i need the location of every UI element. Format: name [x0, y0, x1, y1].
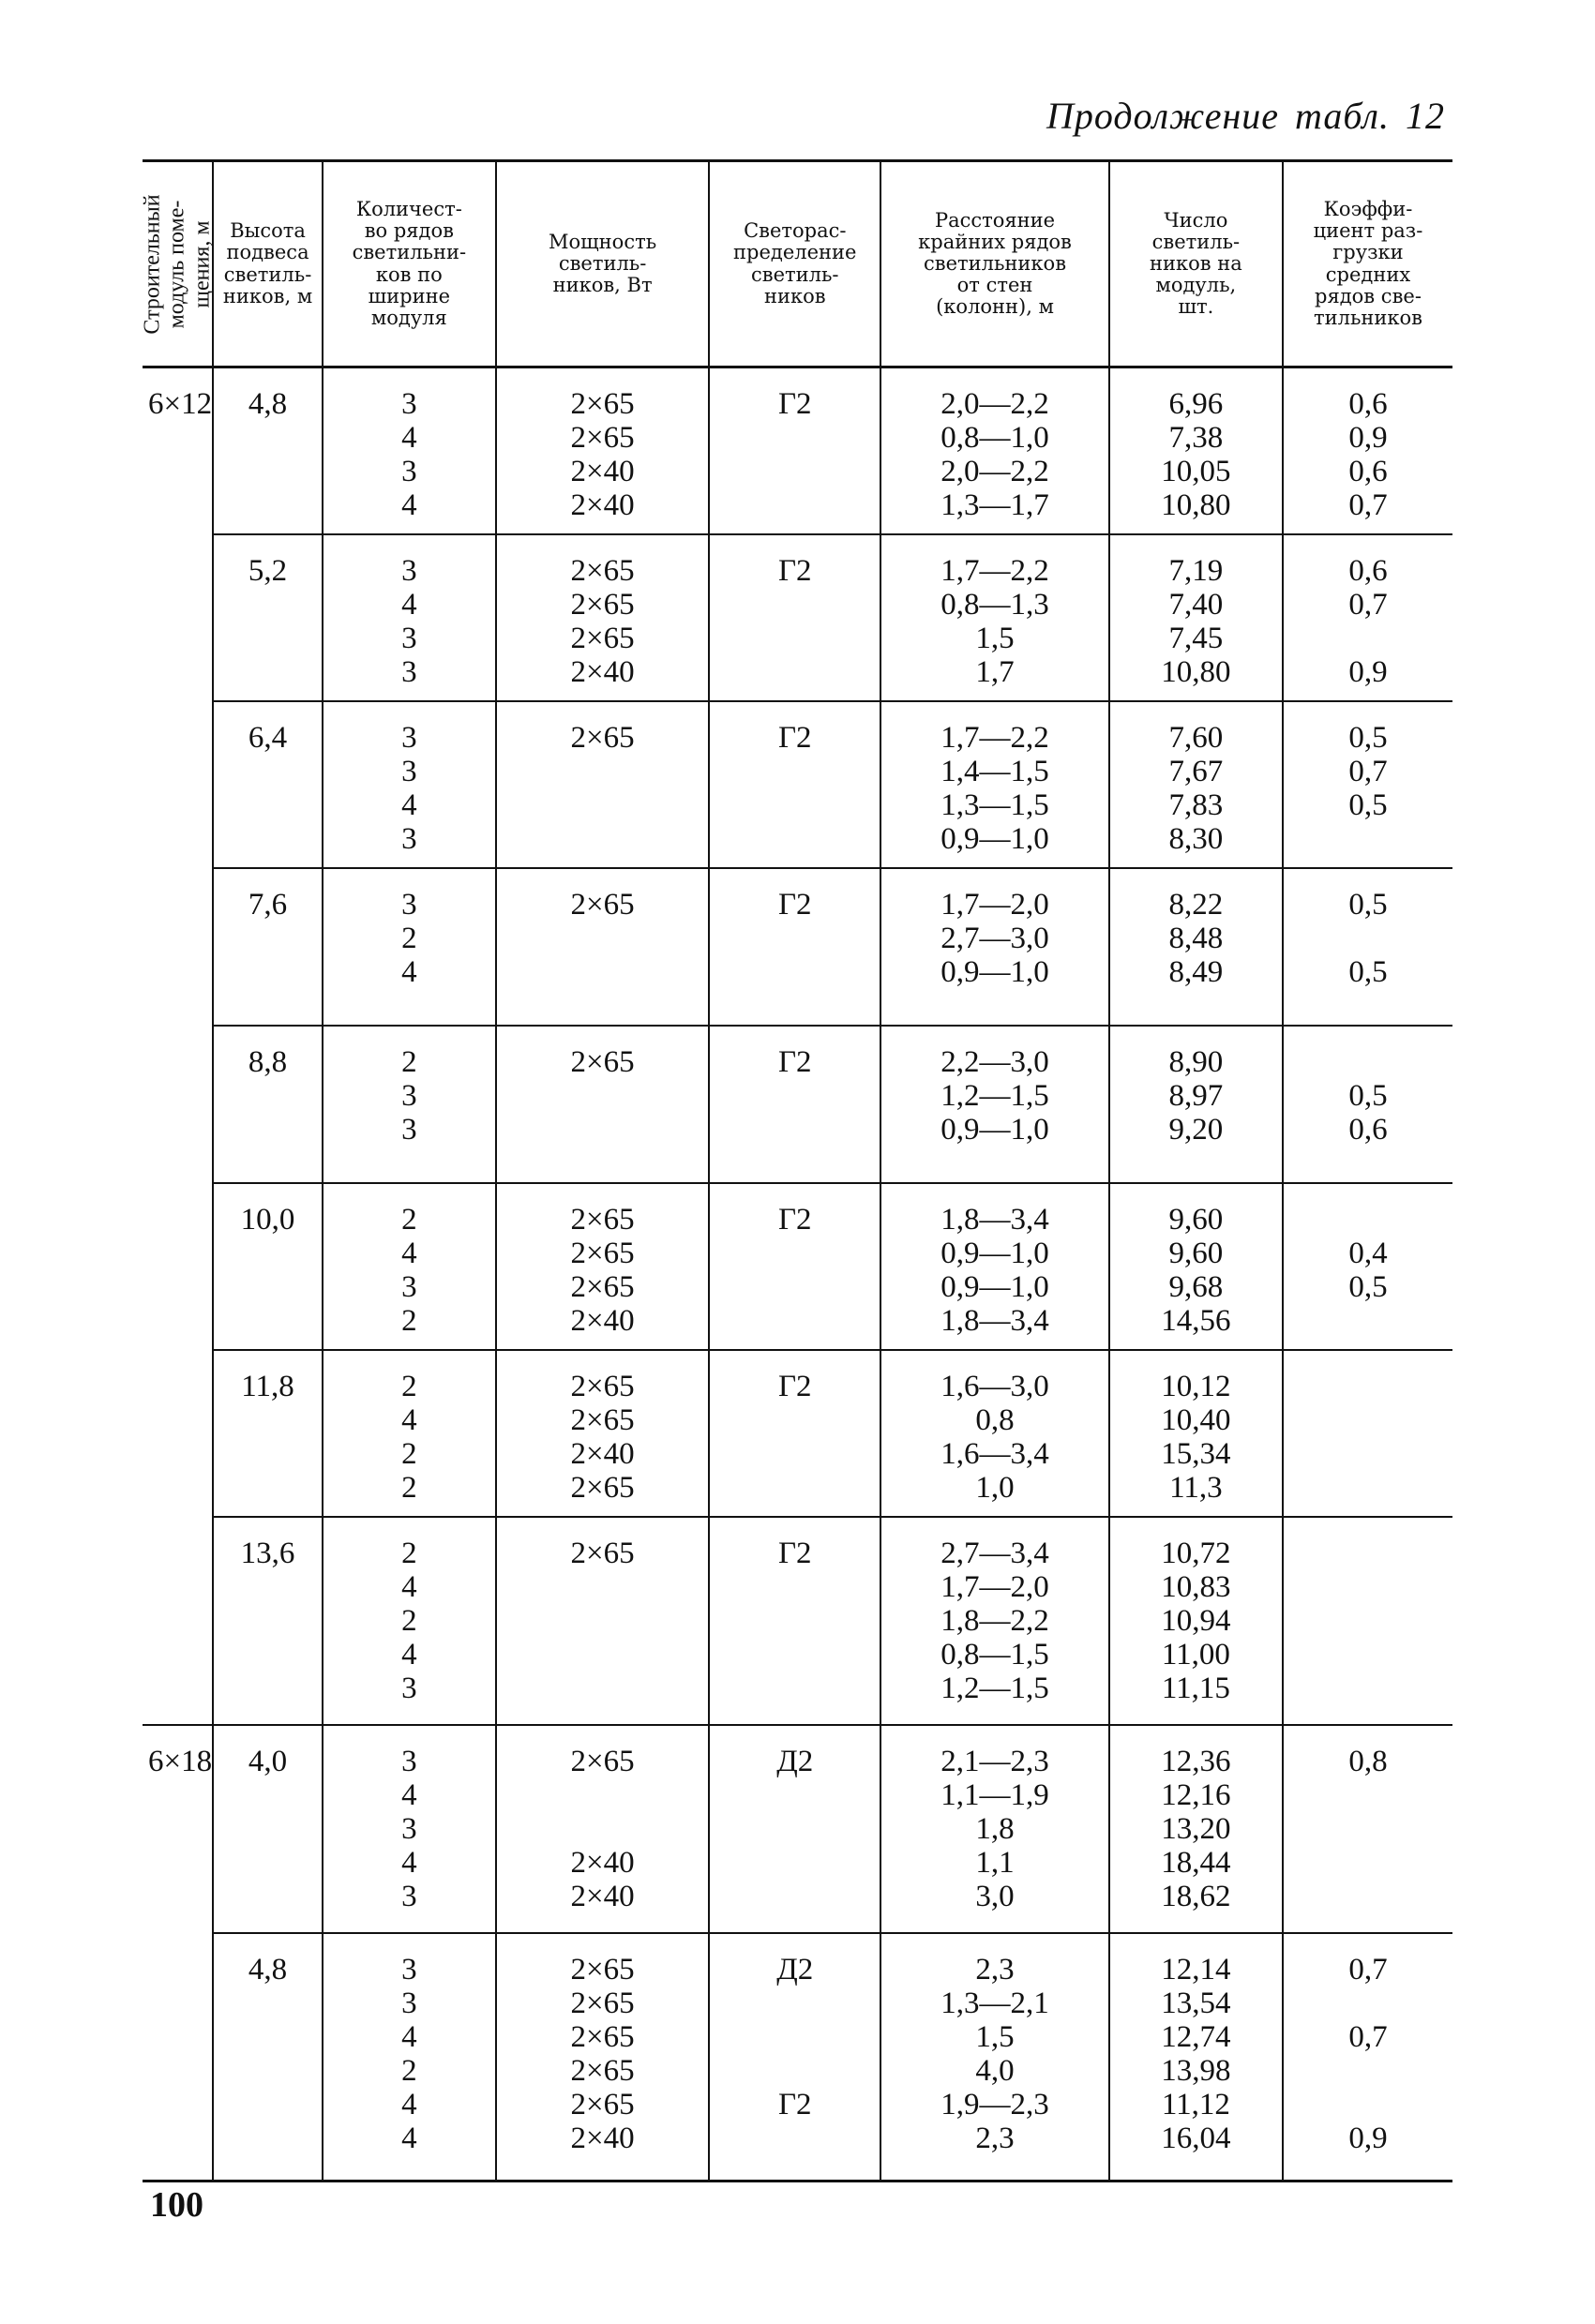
cell-height: 4,8 [213, 1933, 322, 2181]
cell-power: 2×65 [496, 1026, 709, 1183]
cell-power: 2×65 2×40 2×40 [496, 1725, 709, 1933]
cell-wall-distance: 2,3 1,3—2,1 1,5 4,0 1,9—2,3 2,3 [880, 1933, 1108, 2181]
cell-distribution: Г2 [709, 1183, 880, 1350]
cell-count: 9,60 9,60 9,68 14,56 [1109, 1183, 1283, 1350]
cell-module [143, 534, 213, 701]
cell-distribution: Г2 [709, 701, 880, 868]
cell-distribution: Г2 [709, 868, 880, 1026]
cell-module: 6×12 [143, 367, 213, 535]
cell-distribution: Г2 [709, 367, 880, 535]
lighting-table [140, 159, 1452, 2182]
cell-rows: 3 4 3 4 3 [323, 1725, 496, 1933]
cell-power: 2×65 [496, 701, 709, 868]
cell-distribution: Д2 [709, 1725, 880, 1933]
cell-rows: 3 2 4 [323, 868, 496, 1026]
cell-wall-distance: 2,1—2,3 1,1—1,9 1,8 1,1 3,0 [880, 1725, 1108, 1933]
cell-count: 12,36 12,16 13,20 18,44 18,62 [1109, 1725, 1283, 1933]
cell-height: 8,8 [213, 1026, 322, 1183]
cell-count: 10,72 10,83 10,94 11,00 11,15 [1109, 1517, 1283, 1725]
cell-wall-distance: 1,7—2,0 2,7—3,0 0,9—1,0 [880, 868, 1108, 1026]
cell-count: 8,90 8,97 9,20 [1109, 1026, 1283, 1183]
cell-coefficient: 0,4 0,5 [1283, 1183, 1452, 1350]
table-row [143, 1350, 1452, 1517]
cell-coefficient: 0,5 0,7 0,5 [1283, 701, 1452, 868]
cell-power: 2×65 [496, 868, 709, 1026]
cell-height: 11,8 [213, 1350, 322, 1517]
cell-coefficient: 0,7 0,7 0,9 [1283, 1933, 1452, 2181]
cell-distribution: Г2 [709, 1026, 880, 1183]
cell-module [143, 701, 213, 868]
cell-height: 4,8 [213, 367, 322, 535]
cell-coefficient: 0,6 0,9 0,6 0,7 [1283, 367, 1452, 535]
cell-wall-distance: 1,6—3,0 0,8 1,6—3,4 1,0 [880, 1350, 1108, 1517]
header-count: Число светиль- ников на модуль, шт. [1109, 161, 1283, 367]
cell-module [143, 1026, 213, 1183]
table-row [143, 1725, 1452, 1933]
cell-height: 10,0 [213, 1183, 322, 1350]
cell-height: 6,4 [213, 701, 322, 868]
table-row [143, 1026, 1452, 1183]
cell-count: 12,14 13,54 12,74 13,98 11,12 16,04 [1109, 1933, 1283, 2181]
cell-rows: 2 3 3 [323, 1026, 496, 1183]
cell-wall-distance: 2,0—2,2 0,8—1,0 2,0—2,2 1,3—1,7 [880, 367, 1108, 535]
cell-wall-distance: 2,7—3,4 1,7—2,0 1,8—2,2 0,8—1,5 1,2—1,5 [880, 1517, 1108, 1725]
header-power: Мощность светиль- ников, Вт [496, 161, 709, 367]
cell-power: 2×65 2×65 2×40 2×40 [496, 367, 709, 535]
cell-coefficient [1283, 1517, 1452, 1725]
cell-coefficient: 0,8 [1283, 1725, 1452, 1933]
cell-coefficient: 0,5 0,6 [1283, 1026, 1452, 1183]
cell-height: 13,6 [213, 1517, 322, 1725]
cell-module: 6×18 [143, 1725, 213, 1933]
cell-rows: 2 4 2 2 [323, 1350, 496, 1517]
table-row [143, 367, 1452, 535]
table-continuation-caption: Продолжение табл. 12 [1046, 95, 1445, 137]
table-row [143, 868, 1452, 1026]
cell-height: 7,6 [213, 868, 322, 1026]
cell-rows: 3 3 4 3 [323, 701, 496, 868]
cell-module [143, 1183, 213, 1350]
cell-wall-distance: 2,2—3,0 1,2—1,5 0,9—1,0 [880, 1026, 1108, 1183]
cell-power: 2×65 [496, 1517, 709, 1725]
cell-height: 4,0 [213, 1725, 322, 1933]
header-height: Высота подвеса светиль- ников, м [213, 161, 322, 367]
cell-coefficient [1283, 1350, 1452, 1517]
cell-power: 2×65 2×65 2×65 2×40 [496, 534, 709, 701]
cell-rows: 3 4 3 3 [323, 534, 496, 701]
cell-coefficient: 0,5 0,5 [1283, 868, 1452, 1026]
header-rows: Количест- во рядов светильни- ков по ширине модуля [323, 161, 496, 367]
cell-rows: 2 4 2 4 3 [323, 1517, 496, 1725]
cell-wall-distance: 1,7—2,2 0,8—1,3 1,5 1,7 [880, 534, 1108, 701]
cell-power: 2×65 2×65 2×65 2×40 [496, 1183, 709, 1350]
table-row [143, 1517, 1452, 1725]
table-row [143, 534, 1452, 701]
cell-rows: 3 3 4 2 4 4 [323, 1933, 496, 2181]
table-row [143, 1933, 1452, 2181]
cell-module [143, 1517, 213, 1725]
cell-module [143, 868, 213, 1026]
cell-power: 2×65 2×65 2×40 2×65 [496, 1350, 709, 1517]
header-module: Строительный модуль поме- щения, м [143, 161, 213, 367]
table-row [143, 701, 1452, 868]
cell-distribution: Г2 [709, 534, 880, 701]
cell-count: 10,12 10,40 15,34 11,3 [1109, 1350, 1283, 1517]
cell-count: 8,22 8,48 8,49 [1109, 868, 1283, 1026]
cell-rows: 2 4 3 2 [323, 1183, 496, 1350]
cell-module [143, 1350, 213, 1517]
cell-rows: 3 4 3 4 [323, 367, 496, 535]
cell-wall-distance: 1,7—2,2 1,4—1,5 1,3—1,5 0,9—1,0 [880, 701, 1108, 868]
cell-module [143, 1933, 213, 2181]
header-distribution: Светорас- пределение светиль- ников [709, 161, 880, 367]
cell-count: 7,60 7,67 7,83 8,30 [1109, 701, 1283, 868]
table-header-row [143, 161, 1452, 367]
cell-count: 6,96 7,38 10,05 10,80 [1109, 367, 1283, 535]
cell-wall-distance: 1,8—3,4 0,9—1,0 0,9—1,0 1,8—3,4 [880, 1183, 1108, 1350]
table-row [143, 1183, 1452, 1350]
header-wall-distance: Расстояние крайних рядов светильников от стен (колонн), м [880, 161, 1108, 367]
header-coefficient: Коэффи- циент раз- грузки средних рядов све- тильников [1283, 161, 1452, 367]
cell-distribution: Д2 Г2 [709, 1933, 880, 2181]
cell-distribution: Г2 [709, 1350, 880, 1517]
cell-coefficient: 0,6 0,7 0,9 [1283, 534, 1452, 701]
cell-height: 5,2 [213, 534, 322, 701]
cell-count: 7,19 7,40 7,45 10,80 [1109, 534, 1283, 701]
cell-power: 2×65 2×65 2×65 2×65 2×65 2×40 [496, 1933, 709, 2181]
page-number: 100 [150, 2185, 203, 2225]
cell-distribution: Г2 [709, 1517, 880, 1725]
